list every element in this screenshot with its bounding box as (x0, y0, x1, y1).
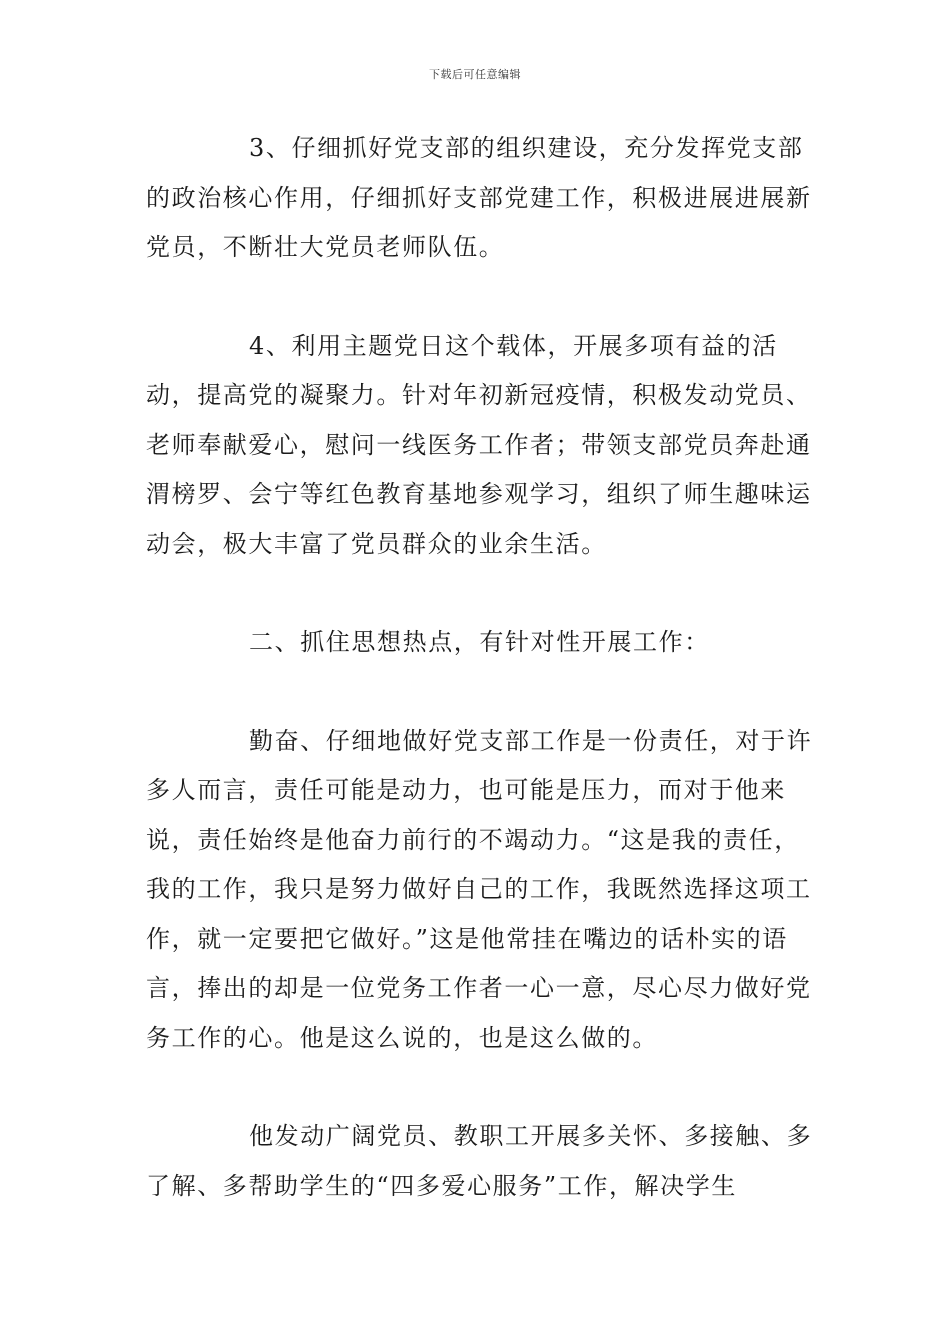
paragraph-responsibility: 勤奋、仔细地做好党支部工作是一份责任，对于许多人而言，责任可能是动力，也可能是压力，而对于他来说，责任始终是他奋力前行的不竭动力。“这是我的责任，我的工作，我只是努力做好自己的工作，我既然选择这项工作，就一定要把它做好。”这是他常挂在嘴边的话朴实的语言，捧出的却是一位党务工作者一心一意，尽心尽力做好党务工作的心。他是这么说的，也是这么做的。 (146, 726, 813, 1052)
page-header: 下载后可任意编辑 (429, 68, 521, 81)
paragraph-item-3: 3、仔细抓好党支部的组织建设，充分发挥党支部的政治核心作用，仔细抓好支部党建工作，积极进展进展新党员，不断壮大党员老师队伍。 (146, 134, 812, 261)
paragraph-service: 他发动广阔党员、教职工开展多关怀、多接触、多了解、多帮助学生的“四多爱心服务”工作，解决学生 (146, 1122, 813, 1200)
section-heading: 二、抓住思想热点，有针对性开展工作： (249, 628, 710, 656)
paragraph-item-4: 4、利用主题党日这个载体，开展多项有益的活动，提高党的凝聚力。针对年初新冠疫情，积极发动党员、老师奉献爱心，慰问一线医务工作者；带领支部党员奔赴通渭榜罗、会宁等红色教育基地参观学习，组织了师生趣味运动会，极大丰富了党员群众的业余生活。 (146, 331, 812, 558)
document-body (146, 124, 814, 1211)
